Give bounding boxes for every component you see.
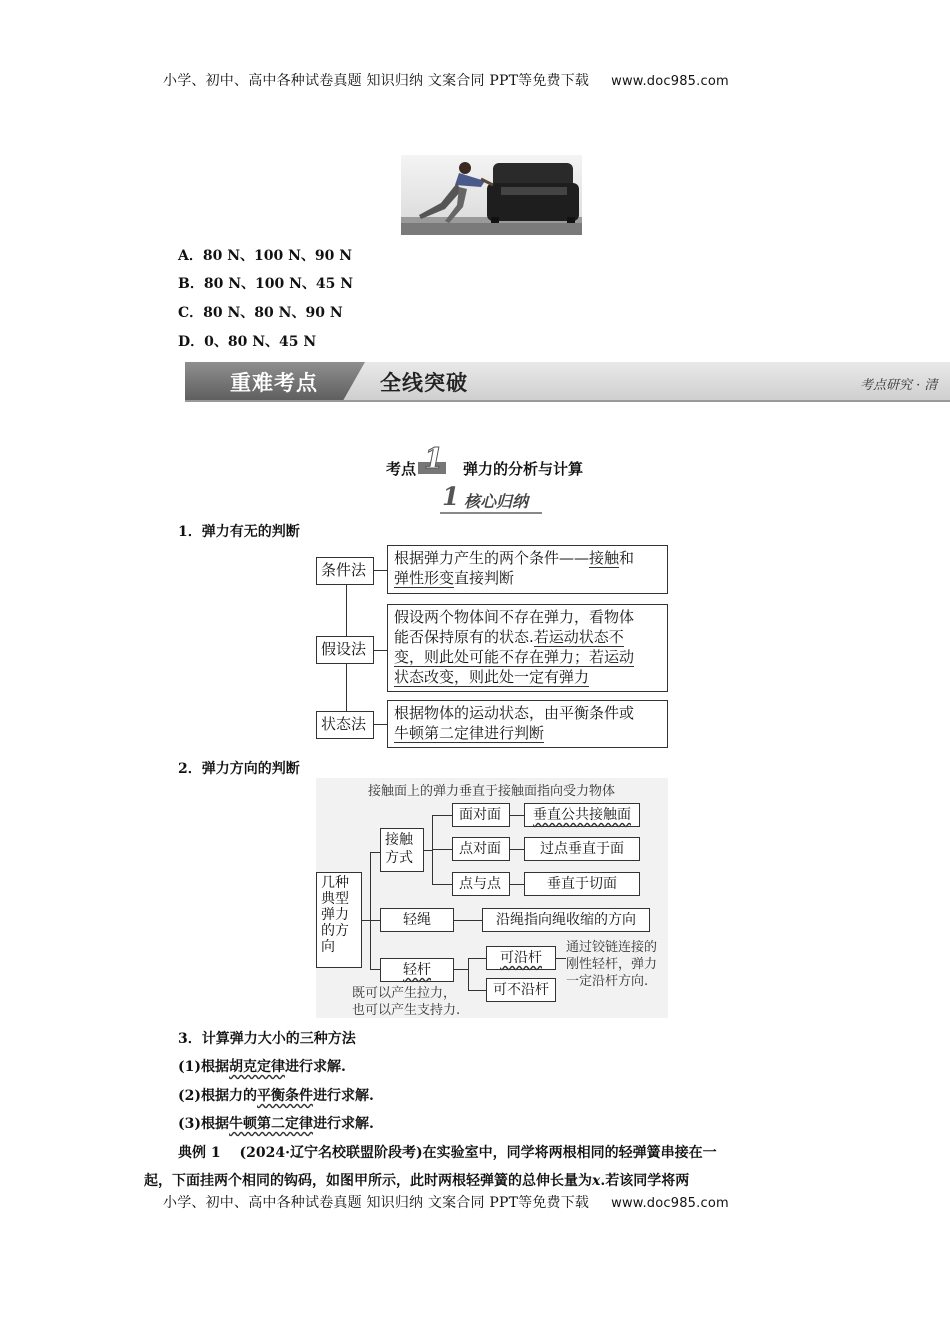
option-a: A．80 N、100 N、90 N	[178, 248, 353, 264]
sub-title: 核心归纳	[464, 492, 529, 511]
banner-left-text: 重难考点	[230, 371, 318, 395]
example-line-2: 起，下面挂两个相同的钩码，如图甲所示，此时两根轻弹簧的总伸长量为x.若该同学将两	[144, 1173, 690, 1189]
section3-heading: 3．计算弹力大小的三种方法	[178, 1031, 356, 1047]
contact-face-face: 面对面	[452, 803, 510, 827]
result-face-face: 垂直公共接触面	[524, 803, 640, 827]
topic-prefix: 考点	[386, 460, 417, 478]
section1-heading: 1．弹力有无的判断	[178, 524, 300, 540]
section2-heading: 2．弹力方向的判断	[178, 761, 300, 777]
method-desc-state: 根据物体的运动状态，由平衡条件或 牛顿第二定律进行判断	[387, 700, 668, 748]
rod-not-along-box: 可不沿杆	[486, 978, 556, 1002]
method-newton: (3)根据牛顿第二定律进行求解.	[178, 1116, 374, 1132]
contact-method-box: 接触 方式	[380, 828, 424, 872]
rod-force-note: 既可以产生拉力， 也可以产生支持力.	[352, 986, 461, 1018]
method-desc-assume: 假设两个物体间不存在弹力，看物体 能否保持原有的状态.若运动状态不 变，则此处可能不存在弹力；若运动 状态改变，则此处一定有弹力	[387, 604, 668, 692]
footer-url: www.doc985.com	[611, 1196, 729, 1211]
method-hooke: (1)根据胡克定律进行求解.	[178, 1059, 346, 1075]
method-box-assume: 假设法	[316, 636, 374, 664]
sub-heading	[440, 482, 542, 514]
sub-number: 1	[442, 482, 460, 511]
option-b: B．80 N、100 N、45 N	[178, 276, 354, 292]
example-label: 典例 1	[178, 1145, 221, 1161]
contact-point-point: 点与点	[452, 872, 510, 896]
result-point-point: 垂直于切面	[524, 872, 640, 896]
diagram-top-note: 接触面上的弹力垂直于接触面指向受力物体	[368, 784, 616, 799]
option-c: C．80 N、80 N、90 N	[178, 305, 343, 321]
result-point-face: 过点垂直于面	[524, 837, 640, 861]
light-rope-box: 轻绳	[380, 908, 454, 932]
topic-title: 弹力的分析与计算	[463, 460, 584, 478]
diagram-root-box: 几种 典型 弹力 的方 向	[316, 872, 362, 968]
banner-right-text: 全线突破	[380, 371, 468, 395]
header-text: 小学、初中、高中各种试卷真题 知识归纳 文案合同 PPT等免费下载	[163, 73, 590, 89]
sofa-photo-illustration	[401, 155, 582, 235]
page-header	[163, 70, 729, 90]
method-desc-condition: 根据弹力产生的两个条件——接触和 弹性形变直接判断	[387, 545, 668, 594]
contact-point-face: 点对面	[452, 837, 510, 861]
rod-along-box: 可沿杆	[486, 946, 556, 970]
option-d: D．0、80 N、45 N	[178, 334, 317, 350]
page-footer	[163, 1192, 729, 1212]
method-box-condition: 条件法	[316, 557, 374, 585]
rod-hinge-note: 通过铰链连接的 刚性轻杆，弹力 一定沿杆方向.	[566, 940, 658, 989]
method-box-state: 状态法	[316, 711, 374, 739]
light-rod-box: 轻杆	[380, 958, 454, 982]
method-balance: (2)根据力的平衡条件进行求解.	[178, 1088, 374, 1104]
example-source: (2024·辽宁名校联盟阶段考)	[239, 1145, 423, 1161]
light-rope-result: 沿绳指向绳收缩的方向	[482, 908, 650, 932]
banner-tag: 考点研究 · 清	[860, 378, 938, 393]
topic-number: 1	[424, 442, 444, 475]
footer-text: 小学、初中、高中各种试卷真题 知识归纳 文案合同 PPT等免费下载	[163, 1195, 590, 1211]
topic-number-badge	[418, 444, 446, 474]
header-url: www.doc985.com	[611, 74, 729, 89]
photo-pushing-sofa	[401, 155, 582, 235]
example-line-1: 典例 1 (2024·辽宁名校联盟阶段考)在实验室中，同学将两根相同的轻弹簧串接在一	[178, 1145, 717, 1161]
